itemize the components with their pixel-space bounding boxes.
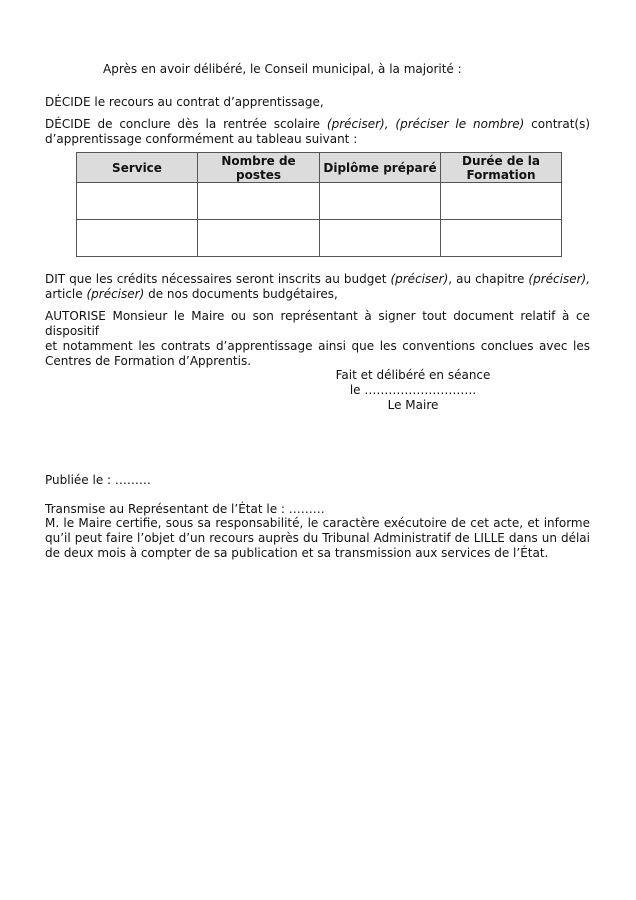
dit-line-1	[45, 272, 590, 287]
header-diplome: Diplôme préparé	[320, 153, 441, 183]
decide-contracts-line-1	[45, 117, 590, 132]
placeholder-preciser: (préciser),	[528, 272, 591, 286]
table-cell[interactable]	[77, 183, 198, 220]
signature-date-line: le ……………………….	[349, 383, 477, 397]
certifie-line-2: qu’il peut faire l’objet d’un recours auprès du Tribunal Administratif de LILLE dans un délai	[45, 531, 590, 545]
certifie-paragraph	[45, 516, 590, 561]
publiee-line: Publiée le : ………	[45, 473, 151, 487]
table-row	[77, 183, 562, 220]
table-cell[interactable]	[198, 183, 320, 220]
placeholder-preciser: (préciser)	[86, 287, 145, 301]
table-header-row	[77, 153, 562, 183]
apprenticeship-table	[76, 152, 562, 257]
table-row	[77, 220, 562, 257]
table-cell[interactable]	[441, 183, 562, 220]
dit-text: article	[45, 287, 87, 301]
dit-paragraph	[45, 272, 590, 302]
header-nombre-postes: Nombre de postes	[198, 153, 320, 183]
autorise-line-2: et notamment les contrats d’apprentissage ainsi que les conventions conclues avec les	[45, 339, 590, 353]
autorise-line-1: AUTORISE Monsieur le Maire ou son représentant à signer tout document relatif à ce dispositif	[45, 309, 590, 338]
decide-text-end: contrat(s)	[524, 117, 591, 131]
table-cell[interactable]	[77, 220, 198, 257]
decide-contracts-paragraph	[45, 117, 590, 147]
placeholder-preciser: (préciser), (préciser le nombre)	[326, 117, 525, 131]
decide-text: DÉCIDE de conclure dès la rentrée scolaire	[45, 117, 327, 131]
dit-text: DIT que les crédits nécessaires seront inscrits au budget	[45, 272, 391, 286]
decide-apprenticeship-paragraph: DÉCIDE le recours au contrat d’apprentissage,	[45, 95, 324, 109]
signature-block	[323, 368, 503, 413]
table-cell[interactable]	[320, 183, 441, 220]
autorise-line-3: Centres de Formation d’Apprentis.	[45, 354, 252, 368]
table-cell[interactable]	[441, 220, 562, 257]
transmise-line: Transmise au Représentant de l’État le : ………	[45, 502, 325, 516]
autorise-paragraph	[45, 309, 590, 369]
header-duree-formation: Durée de la Formation	[441, 153, 562, 183]
intro-sentence: Après en avoir délibéré, le Conseil municipal, à la majorité :	[103, 62, 462, 76]
table-cell[interactable]	[198, 220, 320, 257]
table-cell[interactable]	[320, 220, 441, 257]
certifie-line-1: M. le Maire certifie, sous sa responsabilité, le caractère exécutoire de cet acte, et informe	[45, 516, 590, 530]
dit-text: de nos documents budgétaires,	[144, 287, 338, 301]
placeholder-preciser: (préciser)	[390, 272, 449, 286]
header-service: Service	[77, 153, 198, 183]
signature-line-1: Fait et délibéré en séance	[335, 368, 491, 382]
certifie-line-3: de deux mois à compter de sa publication et sa transmission aux services de l’État.	[45, 546, 549, 560]
dit-text: , au chapitre	[448, 272, 529, 286]
dit-line-2	[45, 287, 590, 302]
signature-title: Le Maire	[387, 398, 439, 412]
decide-contracts-line-2: d’apprentissage conformément au tableau suivant :	[45, 132, 358, 146]
